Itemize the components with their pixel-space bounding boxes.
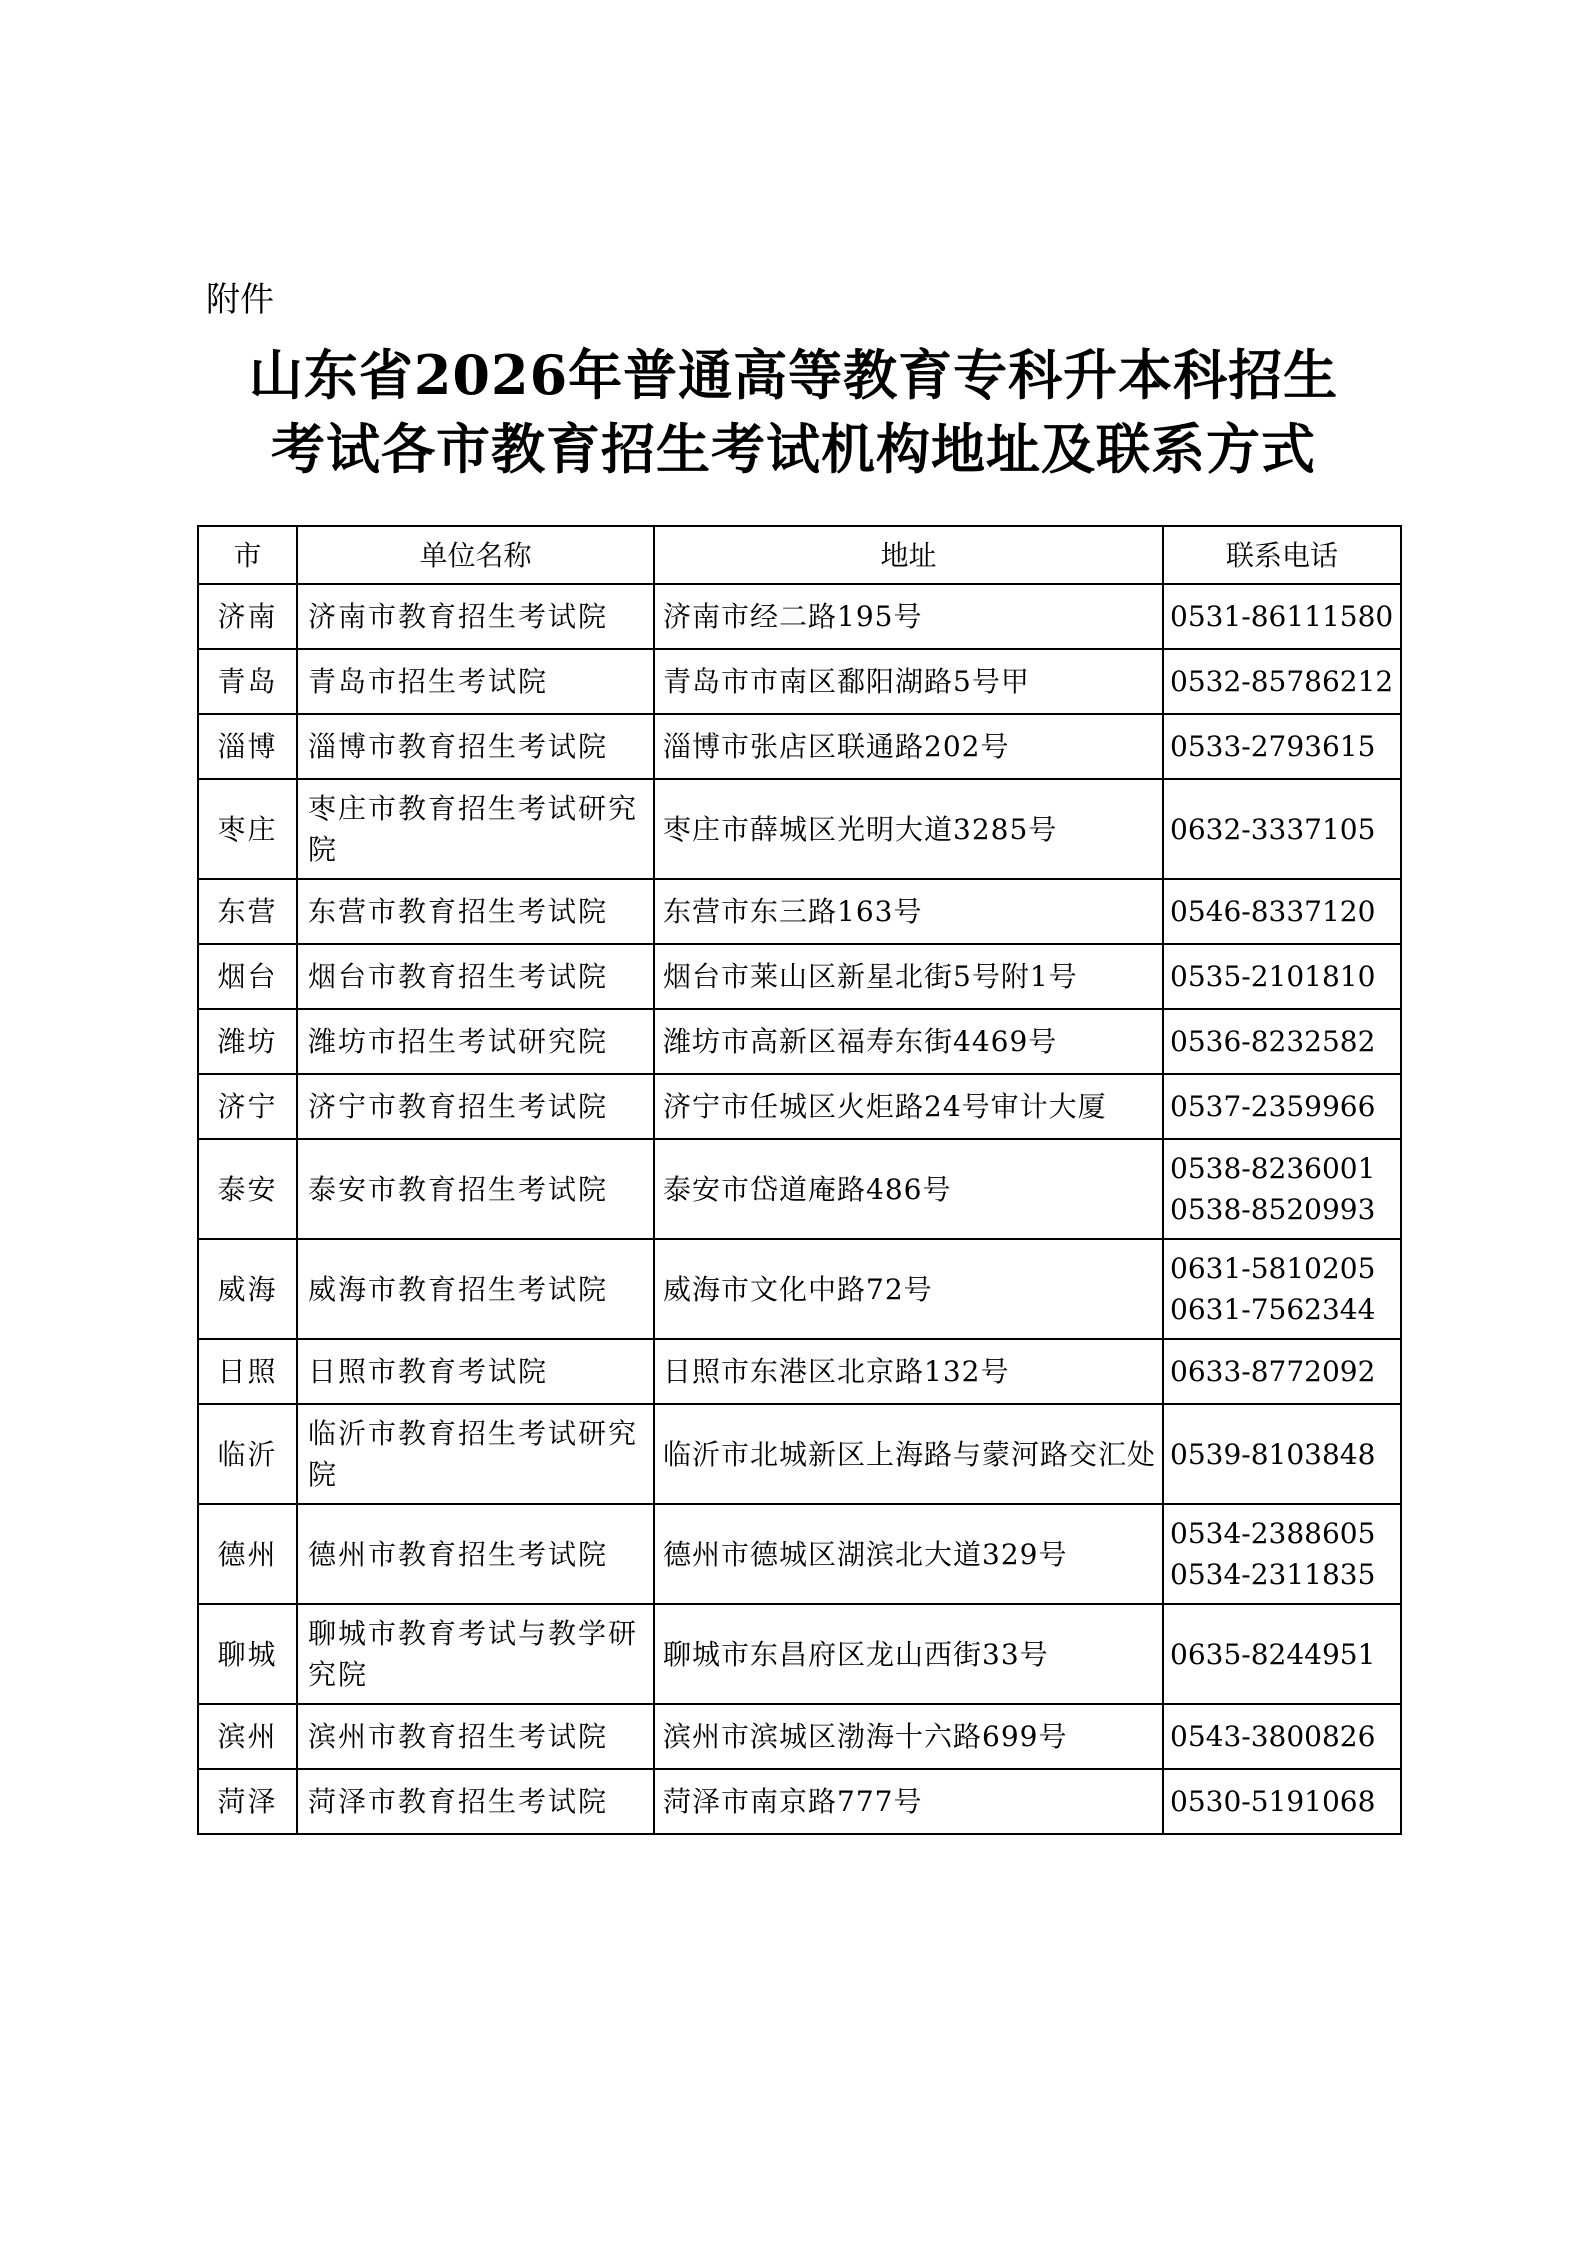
- phone-number: 0535-2101810: [1170, 960, 1376, 993]
- phone-number: 0532-85786212: [1170, 665, 1394, 698]
- cell-address: 淄博市张店区联通路202号: [654, 714, 1163, 779]
- table-row: [198, 649, 1401, 714]
- cell-city: 潍坊: [198, 1009, 297, 1074]
- cell-phone: [1163, 1239, 1401, 1339]
- table-row: [198, 779, 1401, 879]
- cell-phone: [1163, 1604, 1401, 1704]
- cell-address: 聊城市东昌府区龙山西街33号: [654, 1604, 1163, 1704]
- cell-city: 德州: [198, 1504, 297, 1604]
- cell-city: 东营: [198, 879, 297, 944]
- table-row: [198, 944, 1401, 1009]
- cell-unit-name: 菏泽市教育招生考试院: [297, 1769, 654, 1834]
- cell-unit-name: 临沂市教育招生考试研究院: [297, 1404, 654, 1504]
- table-row: [198, 1139, 1401, 1239]
- cell-phone: [1163, 649, 1401, 714]
- cell-address: 菏泽市南京路777号: [654, 1769, 1163, 1834]
- cell-unit-name: 聊城市教育考试与教学研究院: [297, 1604, 654, 1704]
- phone-number: 0539-8103848: [1170, 1437, 1376, 1471]
- cell-city: 枣庄: [198, 779, 297, 879]
- cell-phone: [1163, 879, 1401, 944]
- cell-city: 聊城: [198, 1604, 297, 1704]
- table-row: [198, 1074, 1401, 1139]
- cell-city: 临沂: [198, 1404, 297, 1504]
- table-row: [198, 1239, 1401, 1339]
- table-row: [198, 1769, 1401, 1834]
- phone-number: 0635-8244951: [1170, 1637, 1376, 1671]
- cell-phone: [1163, 1009, 1401, 1074]
- table-row: [198, 1404, 1401, 1504]
- cell-city: 泰安: [198, 1139, 297, 1239]
- phone-number: 0538-8520993: [1170, 1193, 1376, 1226]
- cell-address: 临沂市北城新区上海路与蒙河路交汇处: [654, 1404, 1163, 1504]
- cell-unit-name: 日照市教育考试院: [297, 1339, 654, 1404]
- phone-number: 0533-2793615: [1170, 730, 1376, 763]
- table-row: [198, 584, 1401, 649]
- cell-unit-name: 德州市教育招生考试院: [297, 1504, 654, 1604]
- cell-unit-name: 淄博市教育招生考试院: [297, 714, 654, 779]
- header-unit-name: 单位名称: [297, 526, 654, 584]
- header-city: 市: [198, 526, 297, 584]
- cell-unit-name: 烟台市教育招生考试院: [297, 944, 654, 1009]
- phone-number: 0632-3337105: [1170, 812, 1376, 846]
- phone-number: 0631-5810205: [1170, 1252, 1376, 1285]
- cell-phone: [1163, 1504, 1401, 1604]
- cell-city: 威海: [198, 1239, 297, 1339]
- cell-unit-name: 泰安市教育招生考试院: [297, 1139, 654, 1239]
- cell-city: 烟台: [198, 944, 297, 1009]
- cell-address: 东营市东三路163号: [654, 879, 1163, 944]
- cell-phone: [1163, 944, 1401, 1009]
- table-row: [198, 1339, 1401, 1404]
- cell-address: 济南市经二路195号: [654, 584, 1163, 649]
- phone-number: 0546-8337120: [1170, 895, 1376, 928]
- cell-phone: [1163, 714, 1401, 779]
- table-header-row: [198, 526, 1401, 584]
- cell-phone: [1163, 1339, 1401, 1404]
- cell-city: 淄博: [198, 714, 297, 779]
- cell-address: 枣庄市薛城区光明大道3285号: [654, 779, 1163, 879]
- cell-address: 潍坊市高新区福寿东街4469号: [654, 1009, 1163, 1074]
- cell-phone: [1163, 1404, 1401, 1504]
- table-row: [198, 1504, 1401, 1604]
- cell-city: 济南: [198, 584, 297, 649]
- cell-address: 青岛市市南区鄱阳湖路5号甲: [654, 649, 1163, 714]
- cell-address: 德州市德城区湖滨北大道329号: [654, 1504, 1163, 1604]
- cell-phone: [1163, 584, 1401, 649]
- phone-number: 0536-8232582: [1170, 1025, 1376, 1058]
- table-row: [198, 1009, 1401, 1074]
- table-row: [198, 1704, 1401, 1769]
- phone-number: 0633-8772092: [1170, 1355, 1376, 1388]
- phone-number: 0530-5191068: [1170, 1785, 1376, 1818]
- cell-unit-name: 滨州市教育招生考试院: [297, 1704, 654, 1769]
- cell-unit-name: 东营市教育招生考试院: [297, 879, 654, 944]
- cell-unit-name: 威海市教育招生考试院: [297, 1239, 654, 1339]
- cell-address: 滨州市滨城区渤海十六路699号: [654, 1704, 1163, 1769]
- cell-phone: [1163, 1074, 1401, 1139]
- cell-city: 滨州: [198, 1704, 297, 1769]
- title-line-1: 山东省2026年普通高等教育专科升本科招生: [248, 343, 1339, 407]
- phone-number: 0631-7562344: [1170, 1293, 1376, 1326]
- phone-number: 0531-86111580: [1170, 600, 1394, 633]
- cell-city: 青岛: [198, 649, 297, 714]
- phone-number: 0543-3800826: [1170, 1720, 1376, 1753]
- table-body: [198, 584, 1401, 1834]
- table-row: [198, 714, 1401, 779]
- cell-address: 日照市东港区北京路132号: [654, 1339, 1163, 1404]
- cell-address: 泰安市岱道庵路486号: [654, 1139, 1163, 1239]
- phone-number: 0534-2388605: [1170, 1517, 1376, 1550]
- cell-city: 菏泽: [198, 1769, 297, 1834]
- document-title: [150, 338, 1437, 486]
- cell-address: 烟台市莱山区新星北街5号附1号: [654, 944, 1163, 1009]
- cell-phone: [1163, 1769, 1401, 1834]
- cell-unit-name: 青岛市招生考试院: [297, 649, 654, 714]
- cell-city: 济宁: [198, 1074, 297, 1139]
- contacts-table: [197, 525, 1402, 1835]
- cell-unit-name: 济宁市教育招生考试院: [297, 1074, 654, 1139]
- phone-number: 0537-2359966: [1170, 1090, 1376, 1123]
- phone-number: 0538-8236001: [1170, 1152, 1376, 1185]
- table-row: [198, 1604, 1401, 1704]
- phone-number: 0534-2311835: [1170, 1558, 1376, 1591]
- title-line-2: 考试各市教育招生考试机构地址及联系方式: [271, 417, 1316, 481]
- attachment-label: 附件: [206, 280, 274, 320]
- cell-unit-name: 枣庄市教育招生考试研究院: [297, 779, 654, 879]
- header-phone: 联系电话: [1163, 526, 1401, 584]
- cell-phone: [1163, 1139, 1401, 1239]
- cell-address: 威海市文化中路72号: [654, 1239, 1163, 1339]
- cell-phone: [1163, 1704, 1401, 1769]
- cell-address: 济宁市任城区火炬路24号审计大厦: [654, 1074, 1163, 1139]
- cell-unit-name: 济南市教育招生考试院: [297, 584, 654, 649]
- cell-unit-name: 潍坊市招生考试研究院: [297, 1009, 654, 1074]
- cell-city: 日照: [198, 1339, 297, 1404]
- header-address: 地址: [654, 526, 1163, 584]
- cell-phone: [1163, 779, 1401, 879]
- table-row: [198, 879, 1401, 944]
